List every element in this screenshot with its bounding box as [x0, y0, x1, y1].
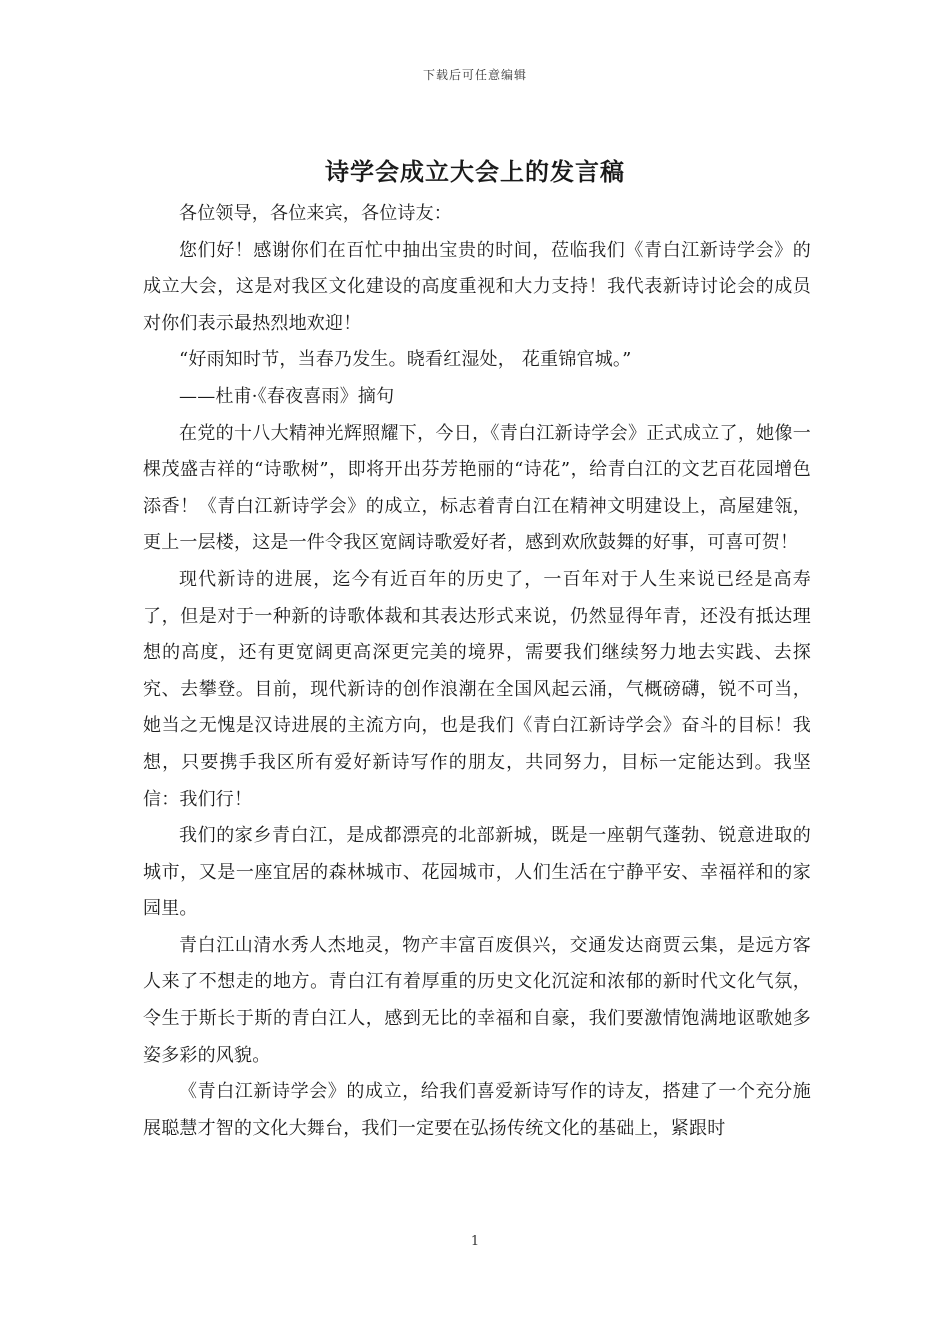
landscape-paragraph: 青白江山清水秀人杰地灵，物产丰富百废俱兴，交通发达商贾云集，是远方客人来了不想走的地方。青白江有着厚重的历史文化沉淀和浓郁的新时代文化气氛，令生于斯长于斯的青白江人，感到无比的幸福和自豪，我们要激情饱满地讴歌她多姿多彩的风貌。 [143, 934, 811, 1066]
stage-paragraph: 《青白江新诗学会》的成立，给我们喜爱新诗写作的诗友，搭建了一个充分施展聪慧才智的文化大舞台，我们一定要在弘扬传统文化的基础上，紧跟时 [143, 1081, 811, 1139]
modern-poetry-paragraph: 现代新诗的进展，迄今有近百年的历史了，一百年对于人生来说已经是高寿了，但是对于一种新的诗歌体裁和其表达形式来说，仍然显得年青，还没有抵达理想的高度，还有更宽阔更高深更完美的境界，需要我们继续努力地去实践、去探究、去攀登。目前，现代新诗的创作浪潮在全国风起云涌，气概磅礴，锐不可当，她当之无愧是汉诗进展的主流方向，也是我们《青白江新诗学会》奋斗的目标！我想，只要携手我区所有爱好新诗写作的朋友，共同努力，目标一定能达到。我坚信：我们行！ [143, 568, 811, 810]
founding-paragraph: 在党的十八大精神光辉照耀下，今日，《青白江新诗学会》正式成立了，她像一棵茂盛吉祥的“诗歌树”，即将开出芬芳艳丽的“诗花”，给青白江的文艺百花园增色添香！《青白江新诗学会》的成立，标志着青白江在精神文明建设上，高屋建瓴，更上一层楼，这是一件令我区宽阔诗歌爱好者，感到欢欣鼓舞的好事，可喜可贺！ [143, 422, 811, 554]
document-body [143, 196, 811, 1147]
greeting-paragraph: 您们好！感谢你们在百忙中抽出宝贵的时间，莅临我们《青白江新诗学会》的成立大会，这是对我区文化建设的高度重视和大力支持！我代表新诗讨论会的成员对你们表示最热烈地欢迎！ [143, 239, 811, 334]
document-title: 诗学会成立大会上的发言稿 [325, 157, 625, 186]
hometown-paragraph: 我们的家乡青白江，是成都漂亮的北部新城，既是一座朝气蓬勃、锐意进取的城市，又是一座宜居的森林城市、花园城市，人们生活在宁静平安、幸福祥和的家园里。 [143, 825, 811, 920]
poem-attribution-paragraph: ——杜甫·《春夜喜雨》摘句 [179, 385, 395, 407]
poem-quote-paragraph: “好雨知时节，当春乃发生。晓看红湿处， 花重锦官城。” [179, 349, 632, 371]
salutation-paragraph: 各位领导，各位来宾，各位诗友： [179, 203, 452, 224]
page-number: 1 [470, 1234, 480, 1249]
header-note: 下载后可任意编辑 [422, 68, 527, 82]
